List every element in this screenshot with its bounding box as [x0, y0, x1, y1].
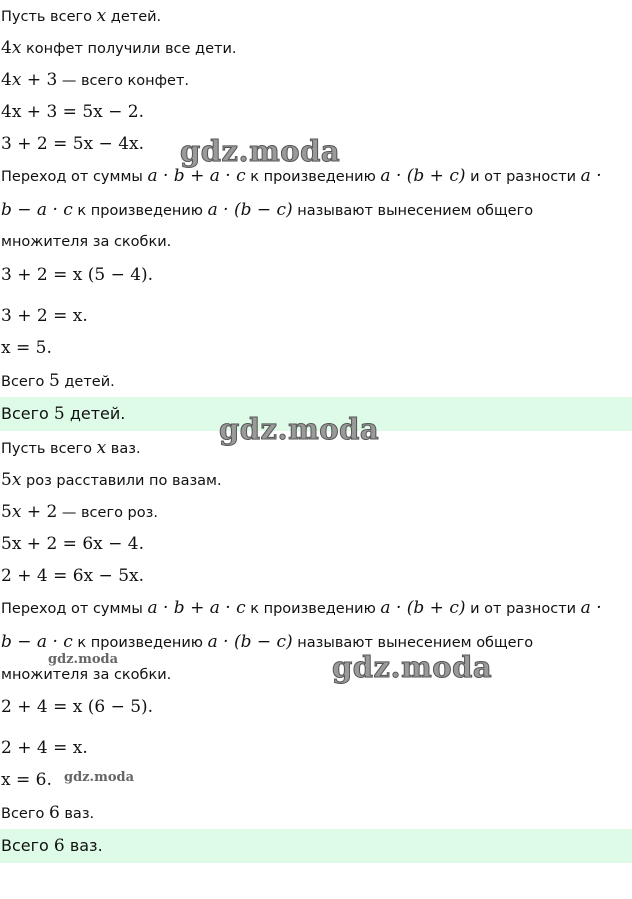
text: Переход от суммы	[1, 169, 148, 185]
text-line	[0, 797, 632, 829]
text: множителя за скобки.	[1, 234, 172, 250]
math-var: x	[96, 438, 107, 458]
text: Всего	[1, 374, 49, 390]
text: конфет получили все дети.	[21, 41, 237, 57]
math: 6	[53, 836, 65, 856]
text-line	[0, 592, 632, 624]
text: к произведению	[72, 635, 208, 651]
text: к произведению	[245, 169, 381, 185]
math: a · b + a · c	[147, 166, 246, 186]
watermark-logo: gdz.moda	[219, 412, 380, 446]
math: a · (b + c)	[380, 166, 466, 186]
equation-line	[0, 128, 632, 160]
text-line	[0, 32, 632, 64]
equation-line	[0, 691, 632, 723]
text: ваз.	[64, 836, 103, 855]
answer-box	[0, 397, 632, 431]
text: Пусть всего	[1, 9, 97, 25]
math: a · (b + c)	[380, 598, 466, 618]
text: называют вынесением общего	[292, 635, 534, 651]
text-line	[0, 432, 632, 464]
watermark-logo: gdz.moda	[48, 652, 119, 667]
text-line	[0, 160, 632, 192]
math-var: x	[11, 38, 22, 58]
text: называют вынесением общего	[292, 203, 534, 219]
text: Всего	[1, 806, 49, 822]
math: 4	[1, 70, 12, 90]
text: Переход от суммы	[1, 601, 148, 617]
equation-line	[0, 259, 632, 291]
equation: x = 6.	[1, 770, 52, 790]
text: и от разности	[465, 601, 581, 617]
text: Пусть всего	[1, 441, 97, 457]
equation: 2 + 4 = 6x − 5x.	[1, 566, 144, 586]
math: b − a · c	[1, 200, 73, 220]
equation: 2 + 4 = x (6 − 5).	[1, 697, 154, 717]
math: a · (b − c)	[207, 632, 293, 652]
math: a ·	[580, 166, 602, 186]
text: ваз.	[59, 806, 95, 822]
text-line	[0, 64, 632, 96]
text: детей.	[106, 9, 162, 25]
equation: 5x + 2 = 6x − 4.	[1, 534, 144, 554]
equation: 2 + 4 = x.	[1, 738, 88, 758]
text: — всего роз.	[57, 505, 158, 521]
equation: x = 5.	[1, 338, 52, 358]
text: множителя за скобки.	[1, 667, 172, 683]
equation-line	[0, 560, 632, 592]
equation-line	[0, 732, 632, 764]
math-var: x	[96, 6, 107, 26]
text-line	[0, 496, 632, 528]
watermark-logo: gdz.moda	[64, 770, 135, 785]
equation-line	[0, 96, 632, 128]
equation-line	[0, 332, 632, 364]
equation-line	[0, 528, 632, 560]
math: 5	[1, 502, 12, 522]
text: детей.	[59, 374, 115, 390]
text: Всего	[1, 404, 54, 423]
text: к произведению	[72, 203, 208, 219]
math-var: x	[11, 470, 22, 490]
math: b − a · c	[1, 632, 73, 652]
math-var: x	[11, 502, 22, 522]
math: + 2	[21, 502, 58, 522]
math: a · b + a · c	[147, 598, 246, 618]
text-line	[0, 626, 632, 658]
equation-line	[0, 300, 632, 332]
equation: 4x + 3 = 5x − 2.	[1, 102, 144, 122]
text: ваз.	[106, 441, 141, 457]
answer-box	[0, 829, 632, 863]
text: к произведению	[245, 601, 381, 617]
text-line	[0, 365, 632, 397]
math-var: x	[11, 70, 22, 90]
math: 4	[1, 38, 12, 58]
equation-line	[0, 764, 632, 796]
math: a ·	[580, 598, 602, 618]
text: и от разности	[465, 169, 581, 185]
math: a · (b − c)	[207, 200, 293, 220]
equation: 3 + 2 = x.	[1, 306, 88, 326]
watermark-logo: gdz.moda	[180, 134, 341, 168]
math: 5	[48, 371, 60, 391]
text: роз расставили по вазам.	[21, 473, 222, 489]
math: + 3	[21, 70, 58, 90]
watermark-logo: gdz.moda	[332, 650, 493, 684]
text-line	[0, 226, 632, 258]
text-line	[0, 0, 632, 32]
math: 5	[1, 470, 12, 490]
math: 6	[48, 803, 60, 823]
text-line	[0, 194, 632, 226]
math: 5	[53, 404, 65, 424]
equation: 3 + 2 = x (5 − 4).	[1, 265, 154, 285]
text: детей.	[64, 404, 126, 423]
text: Всего	[1, 836, 54, 855]
text-line	[0, 464, 632, 496]
equation: 3 + 2 = 5x − 4x.	[1, 134, 144, 154]
text-line	[0, 659, 632, 691]
text: — всего конфет.	[57, 73, 190, 89]
